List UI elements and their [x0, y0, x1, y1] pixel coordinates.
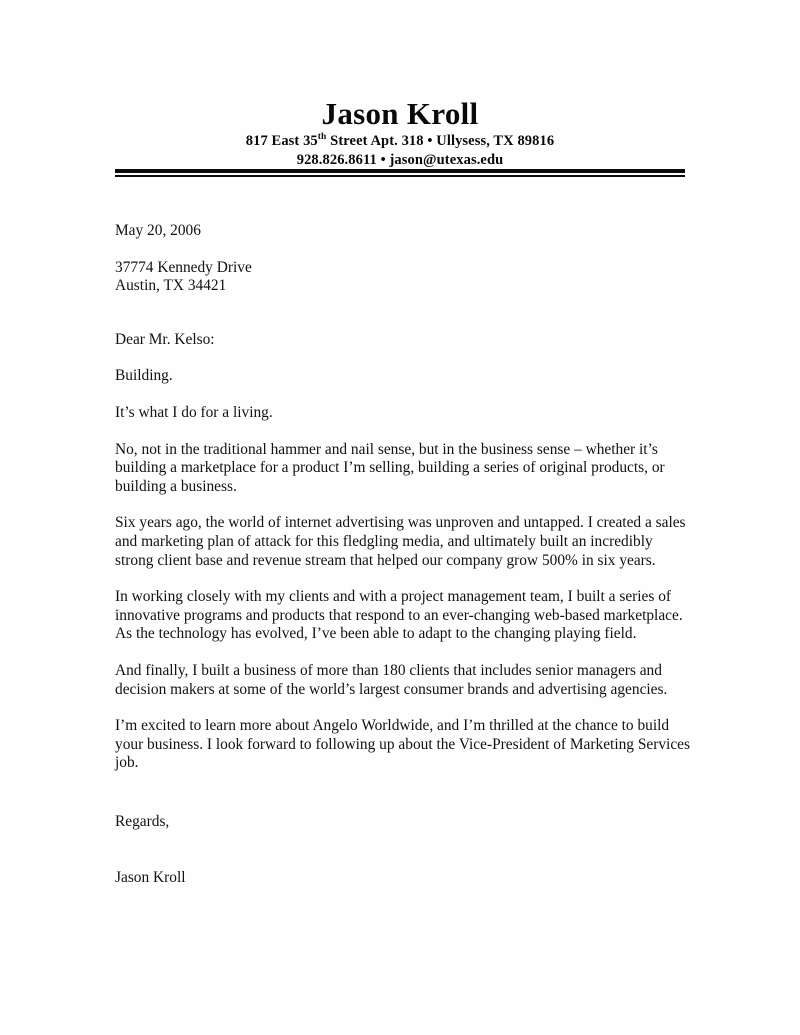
signature-name: Jason Kroll [115, 869, 186, 887]
address-ordinal-suffix: th [317, 132, 327, 143]
address-street-suffix: Street Apt. 318 • Ullysess, TX 89816 [326, 133, 555, 149]
letter-date: May 20, 2006 [115, 222, 201, 239]
letterhead-address-line [115, 132, 685, 151]
recipient-address [115, 259, 693, 296]
body-paragraph-5: In working closely with my clients and with a project management team, I built a series of innovative programs and products that respond to an ever-changing web-based marketplace. As the technology has evolved, I’ve been able to adapt to the changing playing field. [115, 588, 683, 643]
letterhead-phone-email-line: 928.826.8611 • jason@utexas.edu [296, 152, 504, 168]
body-paragraph-2: It’s what I do for a living. [115, 403, 273, 421]
letter-body [115, 222, 693, 888]
letterhead [115, 96, 685, 170]
salutation: Dear Mr. Kelso: [115, 330, 215, 348]
body-paragraph-7: I’m excited to learn more about Angelo Worldwide, and I’m thrilled at the chance to build your business. I look forward to following up about the Vice-President of Marketing Services job. [115, 717, 690, 772]
letterhead-divider [115, 169, 685, 177]
body-paragraph-1: Building. [115, 367, 173, 385]
body-paragraph-3: No, not in the traditional hammer and nail sense, but in the business sense – whether it’s building a marketplace for a product I’m selling, building a series of original products, or building a business. [115, 440, 665, 495]
recipient-city-state-zip: Austin, TX 34421 [115, 277, 227, 295]
closing-salutation: Regards, [115, 812, 170, 830]
body-paragraph-4: Six years ago, the world of internet advertising was unproven and untapped. I created a sales and marketing plan of attack for this fledgling media, and ultimately built an incredibly strong client base and revenue stream that helped our company grow 500% in six years. [115, 514, 686, 569]
divider-thin-rule [115, 175, 685, 177]
recipient-street: 37774 Kennedy Drive [115, 258, 252, 276]
letterhead-name: Jason Kroll [321, 96, 479, 131]
body-paragraph-6: And finally, I built a business of more than 180 clients that includes senior managers and decision makers at some of the world’s largest consumer brands and advertising agencies. [115, 661, 668, 698]
address-street-prefix: 817 East 35 [245, 133, 318, 149]
